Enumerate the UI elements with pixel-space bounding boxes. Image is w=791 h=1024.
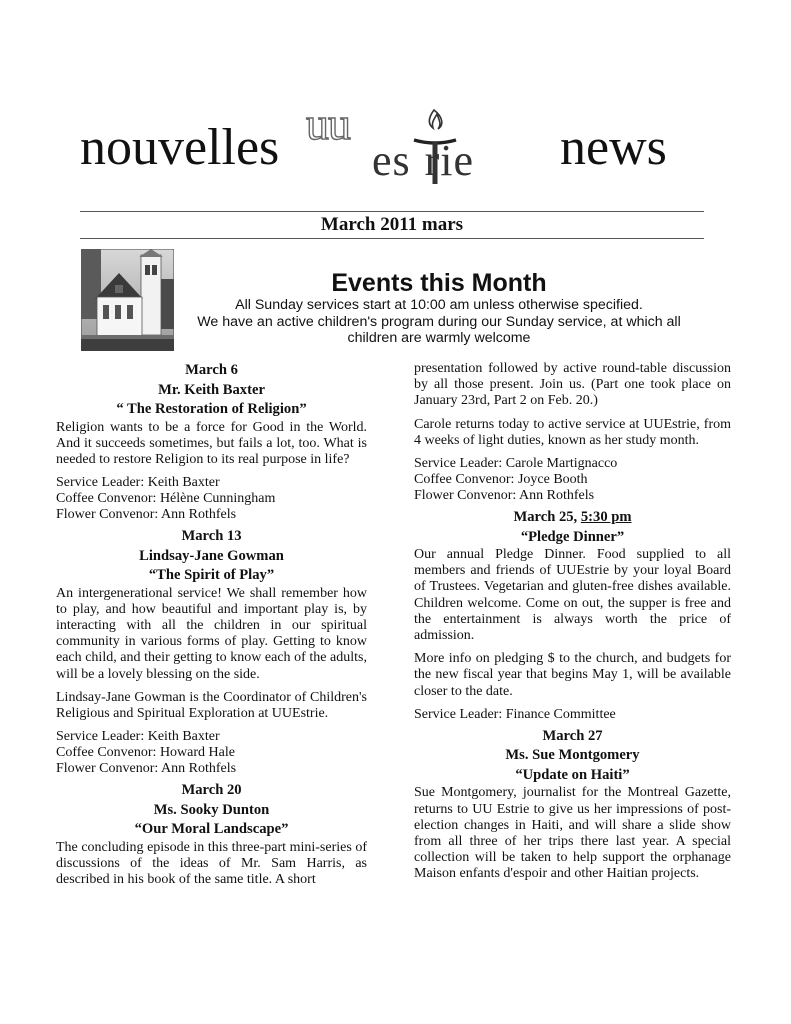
masthead-right-word: news	[560, 119, 667, 176]
event-speaker: Ms. Sue Montgomery	[505, 747, 640, 764]
masthead-left-word: nouvelles	[80, 119, 280, 176]
events-line-1: All Sunday services start at 10:00 am unless otherwise specified.	[235, 297, 643, 313]
flower-convenor: Flower Convenor: Ann Rothfels	[56, 761, 237, 777]
event-date: March 27	[542, 727, 603, 744]
event-roles	[414, 707, 731, 723]
event-description-2: Lindsay-Jane Gowman is the Coordinator of Children's Religious and Spiritual Exploration at UUEstrie.	[56, 689, 367, 722]
logo-uu-text: uu	[306, 98, 350, 149]
events-title: Events this Month	[331, 269, 547, 297]
service-leader: Service Leader: Keith Baxter	[56, 729, 220, 745]
event-description-continued: presentation followed by active round-table discussion by all those present. Join us. (Part one took place on January 23rd, Part 2 on Feb. 20.)	[414, 361, 731, 409]
event-march-27-header	[414, 727, 731, 786]
event-date: March 13	[181, 528, 242, 545]
service-leader: Service Leader: Finance Committee	[414, 706, 616, 722]
event-march-25-header	[414, 508, 731, 547]
events-line-2: We have an active children's program during our Sunday service, at which all children are warmly welcome	[197, 313, 681, 346]
issue-date: March 2011 mars	[320, 214, 464, 235]
uuestrie-logo	[298, 100, 514, 192]
event-speaker: Lindsay-Jane Gowman	[139, 547, 284, 564]
left-column	[56, 361, 367, 895]
event-title: “Pledge Dinner”	[520, 528, 625, 545]
event-description: Religion wants to be a force for Good in the World. And it succeeds sometimes, but fails a lot, too. What is needed to restore Religion to its real purpose in life?	[56, 419, 367, 467]
right-column	[414, 361, 731, 890]
event-speaker: Mr. Keith Baxter	[158, 381, 265, 398]
event-date-text: March 25,	[513, 509, 581, 526]
flower-convenor: Flower Convenor: Ann Rothfels	[414, 488, 595, 504]
event-title: “The Spirit of Play”	[148, 567, 275, 584]
event-march-6-header	[56, 361, 367, 420]
event-time: 5:30 pm	[580, 509, 632, 526]
events-subtitle	[184, 297, 694, 347]
coffee-convenor: Coffee Convenor: Joyce Booth	[414, 472, 588, 488]
flower-convenor: Flower Convenor: Ann Rothfels	[56, 507, 237, 523]
event-description-note: Carole returns today to active service at UUEstrie, from 4 weeks of light duties, known as her study month.	[414, 416, 731, 448]
event-description-2: More info on pledging $ to the church, and budgets for the new fiscal year that begins May 1, will be available closer to the date.	[414, 651, 731, 699]
event-date: March 20	[181, 782, 242, 799]
event-march-20-header	[56, 781, 367, 840]
event-title: “Our Moral Landscape”	[134, 821, 289, 838]
event-title: “Update on Haiti”	[515, 766, 630, 783]
event-speaker: Ms. Sooky Dunton	[153, 801, 270, 818]
coffee-convenor: Coffee Convenor: Howard Hale	[56, 745, 235, 761]
event-date	[414, 508, 731, 528]
event-roles	[414, 456, 731, 504]
event-roles	[56, 475, 367, 523]
event-title: “ The Restoration of Religion”	[116, 401, 307, 417]
bottom-rule	[80, 238, 704, 239]
church-photo	[81, 249, 174, 351]
service-leader: Service Leader: Carole Martignacco	[414, 456, 618, 472]
event-description: The concluding episode in this three-part mini-series of discussions of the ideas of Mr. Sam Harris, as described in his book of the same title. A short	[56, 839, 367, 888]
top-rule	[80, 211, 704, 212]
coffee-convenor: Coffee Convenor: Hélène Cunningham	[56, 491, 276, 507]
event-roles	[56, 729, 367, 777]
event-description: Sue Montgomery, journalist for the Montreal Gazette, returns to UU Estrie to give us her impressions of post-election changes in Haiti, and will share a slide show from all three of her trips there last year. A special collection will be taken to help support the orphanage Maison enfants d'espoir and other Haitian projects.	[414, 785, 731, 882]
event-description: Our annual Pledge Dinner. Food supplied to all members and friends of UUEstrie by your loyal Board of Trustees. Vegetarian and gluten-free dishes available. Children welcome. Come on out, the supper is free and the entertainment is always worth the price of admission.	[414, 547, 731, 644]
event-march-13-header	[56, 527, 367, 586]
service-leader: Service Leader: Keith Baxter	[56, 475, 220, 491]
logo-estrie-text: es rie	[372, 136, 475, 185]
event-date: March 6	[185, 362, 238, 378]
event-description: An intergenerational service! We shall remember how to play, and how beautiful and important play is, by interacting with all the children in our spiritual community in various forms of play. Getting to know each child, and their getting to know each of the adults, will be a lovely blessing on the side.	[56, 585, 367, 682]
